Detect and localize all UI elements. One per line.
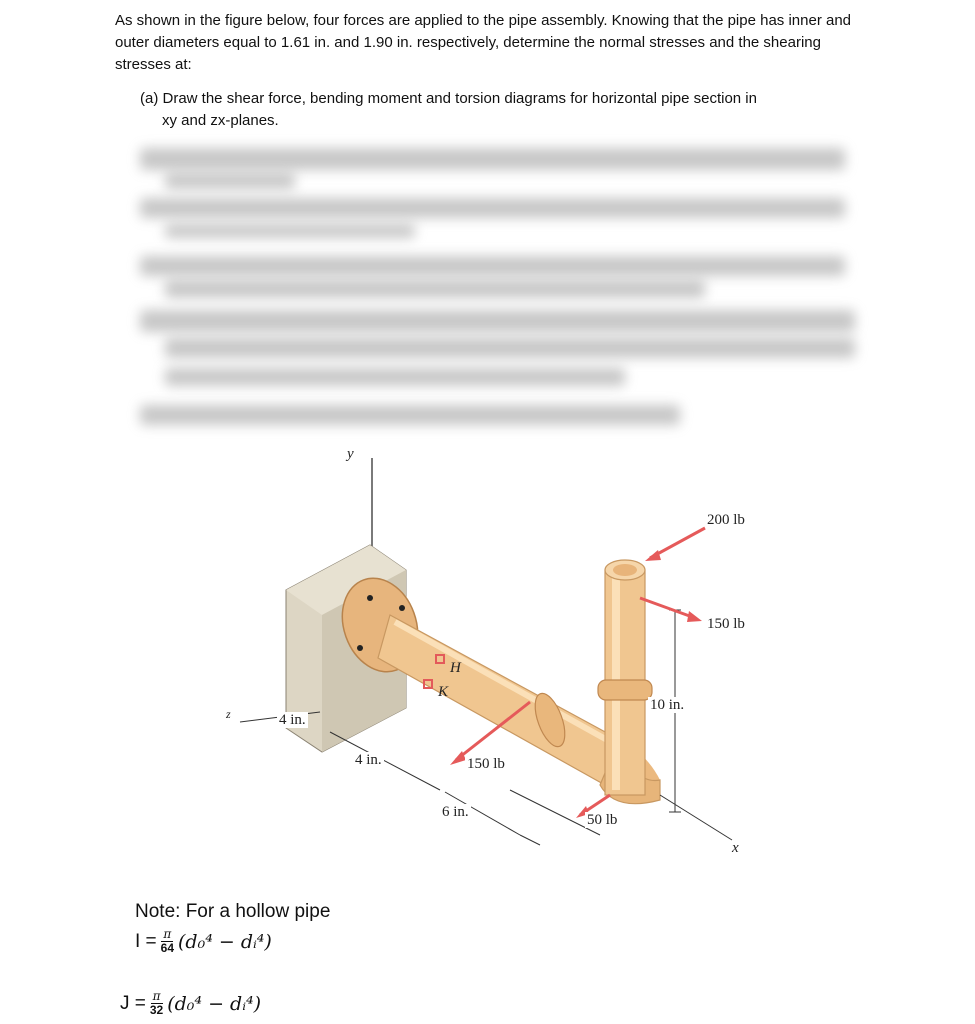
z-axis-label: z bbox=[226, 707, 231, 721]
x-axis-label: x bbox=[732, 840, 739, 856]
problem-intro: As shown in the figure below, four forces are applied to the pipe assembly. Knowing that the pipe has inner and outer diameters equal to 1.61 in. and 1.90 in. respectively, determine the normal stresses and the shearing stresses at: bbox=[115, 12, 852, 73]
dim-4b-label: 4 in. bbox=[355, 752, 382, 768]
j-fraction bbox=[148, 990, 165, 1017]
part-a-line1: (a) Draw the shear force, bending moment and torsion diagrams for horizontal pipe section in bbox=[140, 90, 757, 107]
j-denominator: 32 bbox=[149, 1003, 164, 1017]
note-title: Note: For a hollow pipe bbox=[135, 901, 331, 922]
force-150-mid-label: 150 lb bbox=[467, 756, 505, 772]
j-expression: (d₀⁴ − dᵢ⁴) bbox=[167, 992, 262, 1015]
y-axis-label: y bbox=[347, 446, 354, 462]
j-numerator: π bbox=[152, 989, 161, 1003]
point-h-label: H bbox=[450, 660, 461, 676]
i-expression: (d₀⁴ − dᵢ⁴) bbox=[178, 930, 272, 953]
part-a bbox=[140, 88, 860, 132]
force-50-label: 50 lb bbox=[587, 812, 618, 828]
force-200-label: 200 lb bbox=[707, 512, 745, 528]
dim-10-label: 10 in. bbox=[650, 697, 685, 713]
polar-moment-formula bbox=[120, 990, 261, 1017]
moment-of-inertia-formula bbox=[135, 928, 272, 955]
i-lhs: I = bbox=[135, 930, 157, 952]
dim-4a-label: 4 in. bbox=[279, 712, 306, 728]
j-lhs: J = bbox=[120, 992, 146, 1014]
hollow-pipe-note bbox=[135, 900, 455, 924]
point-k-label: K bbox=[438, 684, 449, 700]
force-150-top-label: 150 lb bbox=[707, 616, 745, 632]
dim-6-label: 6 in. bbox=[442, 804, 469, 820]
part-a-line2: xy and zx-planes. bbox=[162, 112, 279, 129]
i-fraction bbox=[159, 928, 176, 955]
i-numerator: π bbox=[163, 927, 172, 941]
pipe-assembly-diagram bbox=[220, 440, 820, 880]
pipe-figure bbox=[220, 440, 820, 880]
i-denominator: 64 bbox=[160, 941, 175, 955]
